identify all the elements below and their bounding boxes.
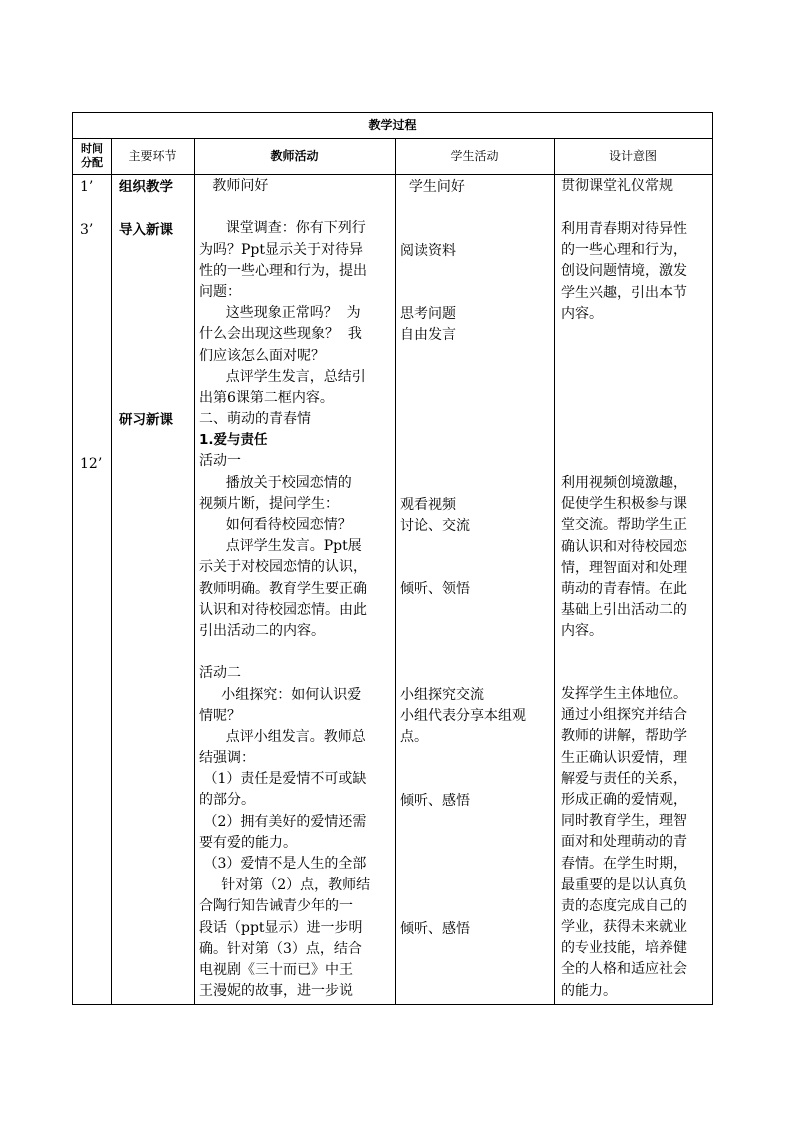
student-greet: 学生问好 xyxy=(400,179,465,195)
teacher-line: 活动一 xyxy=(199,453,241,470)
intent-line: 最重要的是以认真负 xyxy=(561,876,687,893)
teacher-line: 这些现象正常吗？ 为 xyxy=(199,305,361,322)
student-listen-3: 倾听、感悟 xyxy=(400,921,470,937)
teacher-line: 点评学生发言，总结引 xyxy=(199,368,366,385)
header-time xyxy=(73,142,111,170)
intent-line: 基础上引出活动二的 xyxy=(561,602,687,619)
stage-intro: 导入新课 xyxy=(119,222,173,238)
intent-line: 创设问题情境，激发 xyxy=(561,263,687,280)
col-divider-4 xyxy=(554,138,555,1004)
intent-line: 的能力。 xyxy=(561,982,617,999)
intent-line: 同时教育学生，理智 xyxy=(561,813,687,830)
teacher-line: 视频片断，提问学生： xyxy=(199,495,339,512)
teacher-line: 二、萌动的青春情 xyxy=(199,411,311,428)
header-row-divider xyxy=(73,174,712,175)
intent-line: 通过小组探究并结合 xyxy=(561,707,687,724)
teacher-line: 活动二 xyxy=(199,665,241,682)
intent-line: 形成正确的爱情观， xyxy=(561,791,687,808)
teacher-line: 引出活动二的内容。 xyxy=(199,622,325,639)
intent-line: 生正确认识爱情，理 xyxy=(561,749,687,766)
teacher-line: 小组探究：如何认识爱 xyxy=(199,686,362,703)
teacher-line: （2）拥有美好的爱情还需 xyxy=(199,813,367,830)
intent-block-2 xyxy=(561,219,687,325)
student-group-1: 小组探究交流 xyxy=(400,687,484,703)
intent-line: 促使学生积极参与课 xyxy=(561,496,687,513)
col-divider-3 xyxy=(395,138,396,1004)
intent-line: 内容。 xyxy=(561,623,603,640)
teacher-line: 课堂调查：你有下列行 xyxy=(199,220,366,237)
intent-block-3 xyxy=(561,473,687,643)
teacher-line: 教师问好 xyxy=(199,178,269,194)
teacher-line: 播放关于校园恋情的 xyxy=(199,474,352,491)
teacher-line xyxy=(199,197,393,218)
col-divider-2 xyxy=(194,138,195,1004)
header-teacher: 教师活动 xyxy=(270,149,319,163)
stage-organize: 组织教学 xyxy=(119,179,173,195)
intent-line: 利用视频创境激趣， xyxy=(561,475,687,491)
stage-study: 研习新课 xyxy=(119,412,173,428)
intent-block-4 xyxy=(561,684,687,1002)
teacher-line: 的部分。 xyxy=(199,792,255,809)
intent-line: 萌动的青春情。在此 xyxy=(561,580,687,597)
lesson-process-table xyxy=(72,112,713,1005)
teacher-line: 合陶行知告诫青少年的一 xyxy=(199,898,353,915)
col-divider-1 xyxy=(111,138,112,1004)
header-time-line1: 时间 xyxy=(81,142,103,155)
intent-line: 全的人格和适应社会 xyxy=(561,961,687,978)
teacher-line xyxy=(199,642,393,663)
header-intent: 设计意图 xyxy=(608,149,657,163)
teacher-line: 出第6课第二框内容。 xyxy=(199,389,334,406)
teacher-line: 电视剧《三十而已》中王 xyxy=(199,961,353,978)
teacher-line: 如何看待校园恋情？ xyxy=(199,517,352,533)
intent-line: 的一些心理和行为， xyxy=(561,242,687,259)
teacher-line: 结强调： xyxy=(199,750,255,767)
intent-line: 面对和处理萌动的青 xyxy=(561,834,687,851)
intent-line: 堂交流。帮助学生正 xyxy=(561,517,687,534)
table-title: 教学过程 xyxy=(368,118,417,132)
student-group-3: 点。 xyxy=(400,729,428,745)
time-1: 1’ xyxy=(80,179,94,195)
teacher-line: （1）责任是爱情不可或缺 xyxy=(199,771,367,788)
student-speak: 自由发言 xyxy=(400,327,456,343)
teacher-line: 教师明确。教育学生要正确 xyxy=(199,580,367,597)
intent-block-1 xyxy=(561,176,673,197)
intent-line: 责的态度完成自己的 xyxy=(561,897,687,914)
teacher-line: 问题： xyxy=(199,283,241,300)
intent-line: 内容。 xyxy=(561,305,603,322)
student-listen-2: 倾听、感悟 xyxy=(400,793,470,809)
teacher-activity-column xyxy=(199,176,393,1002)
teacher-line: 王漫妮的故事，进一步说 xyxy=(199,983,353,1000)
intent-line: 情，理智面对和处理 xyxy=(561,559,687,576)
intent-line: 利用青春期对待异性 xyxy=(561,221,687,237)
teacher-line: 们应该怎么面对呢？ xyxy=(199,347,325,364)
time-3: 12’ xyxy=(80,456,103,472)
teacher-line: 性的一些心理和行为，提出 xyxy=(199,262,367,279)
student-discuss: 讨论、交流 xyxy=(400,518,470,534)
header-student: 学生活动 xyxy=(450,149,499,163)
header-stage: 主要环节 xyxy=(128,149,177,163)
teacher-line: 为吗？Ppt显示关于对待异 xyxy=(199,241,364,258)
teacher-line: 情呢？ xyxy=(199,707,241,724)
student-listen-1: 倾听、领悟 xyxy=(400,581,470,597)
time-2: 3’ xyxy=(80,222,94,238)
teacher-line: 认识和对待校园恋情。由此 xyxy=(199,601,367,618)
intent-line: 确认识和对待校园恋 xyxy=(561,538,687,555)
teacher-line: 确。针对第（3）点，结合 xyxy=(199,940,362,957)
intent-line: 学生兴趣，引出本节 xyxy=(561,284,687,301)
intent-line: 解爱与责任的关系， xyxy=(561,770,687,787)
teacher-line: 示关于对校园恋情的认识， xyxy=(199,559,367,576)
teacher-line: 点评学生发言。Ppt展 xyxy=(199,538,362,555)
teacher-line: 要有爱的能力。 xyxy=(199,834,297,851)
intent-line: 贯彻课堂礼仪常规 xyxy=(561,178,673,194)
teacher-line: 点评小组发言。教师总 xyxy=(199,728,366,745)
teacher-line: 什么会出现这些现象？ 我 xyxy=(199,326,362,343)
intent-line: 发挥学生主体地位。 xyxy=(561,686,687,702)
intent-line: 学业，获得未来就业 xyxy=(561,919,687,936)
header-time-line2: 分配 xyxy=(81,156,103,169)
teacher-line: 针对第（2）点，教师结 xyxy=(199,877,371,894)
teacher-line: 1.爱与责任 xyxy=(199,432,268,449)
teacher-line: （3）爱情不是人生的全部 xyxy=(199,856,367,872)
title-row-divider xyxy=(73,138,712,139)
teacher-line: 段话（ppt显示）进一步明 xyxy=(199,919,363,936)
intent-line: 春情。在学生时期， xyxy=(561,855,687,872)
student-think: 思考问题 xyxy=(400,306,456,322)
intent-line: 的专业技能，培养健 xyxy=(561,940,687,957)
student-read: 阅读资料 xyxy=(400,243,456,259)
student-group-2: 小组代表分享本组观 xyxy=(400,708,526,724)
student-watch: 观看视频 xyxy=(400,497,456,513)
intent-line: 教师的讲解，帮助学 xyxy=(561,728,687,745)
